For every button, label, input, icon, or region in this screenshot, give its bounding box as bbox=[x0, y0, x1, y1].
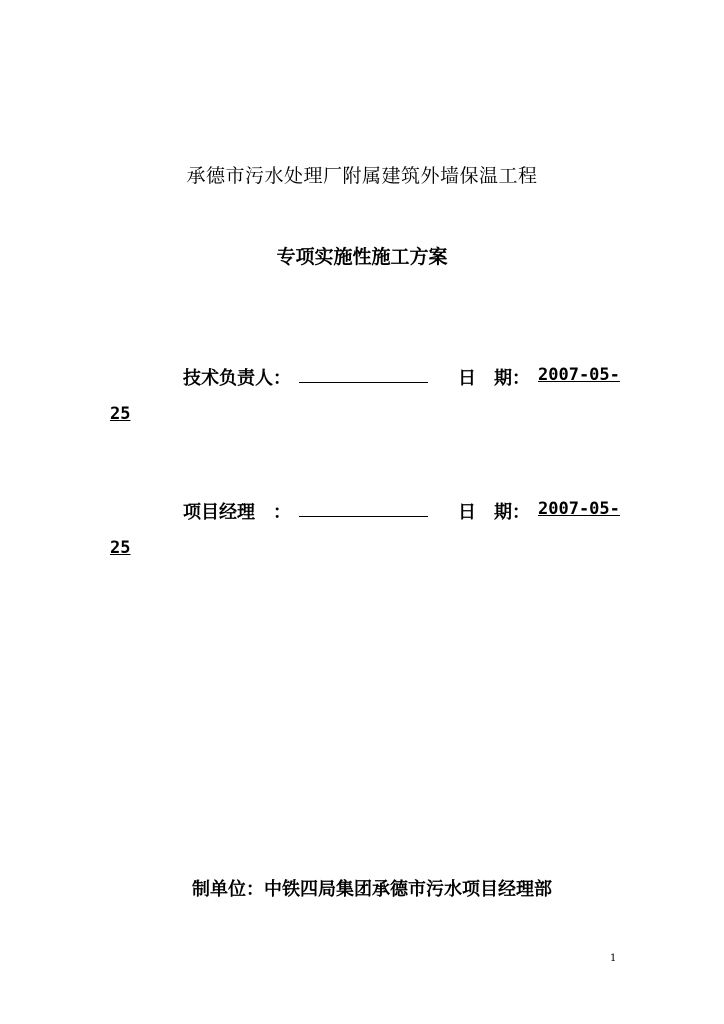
technical-lead-label: 技术负责人： bbox=[183, 368, 291, 389]
project-name: 承德市污水处理厂附属建筑外墙保温工程 bbox=[186, 165, 538, 187]
organization-line: 制单位：中铁四局集团承德市污水项目经理部 bbox=[192, 879, 552, 900]
page-number: 1 bbox=[610, 953, 617, 964]
plan-title: 专项实施性施工方案 bbox=[276, 246, 448, 268]
technical-lead-signature-line bbox=[299, 362, 428, 383]
technical-lead-date-label: 日 期： bbox=[458, 368, 530, 389]
project-manager-date-part2: 25 bbox=[110, 538, 131, 558]
technical-lead-date-part1: 2007-05- bbox=[538, 365, 620, 385]
technical-lead-date-part2: 25 bbox=[110, 404, 131, 424]
project-manager-label: 项目经理 ： bbox=[183, 502, 291, 523]
project-manager-date-label: 日 期： bbox=[458, 502, 530, 523]
project-manager-date-part1: 2007-05- bbox=[538, 499, 620, 519]
project-manager-signature-line bbox=[299, 496, 428, 517]
